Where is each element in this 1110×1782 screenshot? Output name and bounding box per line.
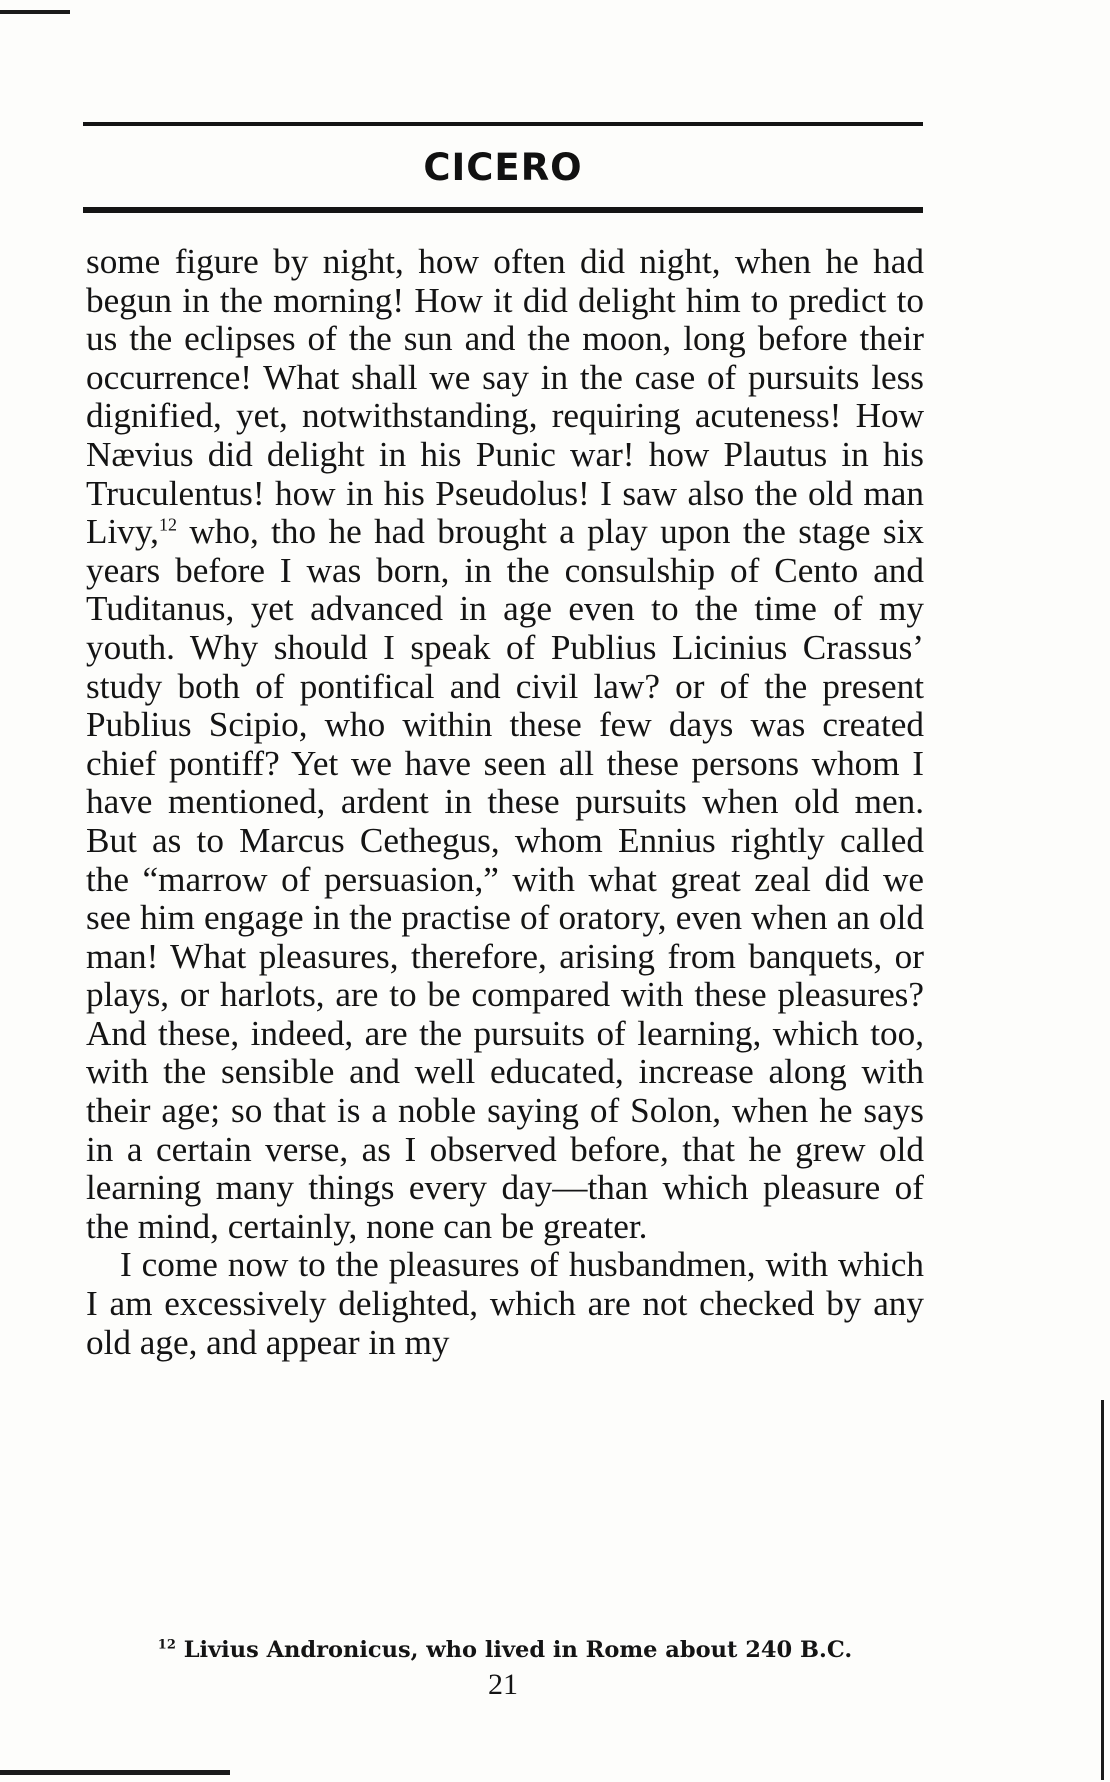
running-head: CICERO (423, 146, 583, 189)
scan-edge-mark-bottom (0, 1770, 230, 1775)
paragraph-1-text-a: some figure by night, how often did night, when he had begun in the morning! How it did delight him to predict to us the eclipses of the sun and the moon, long before their occurrence! What shall we say in the case of pursuits less dignified, yet, notwithstanding, requiring acuteness! How Nævius did delight in his Punic war! how Plautus in his Truculentus! how in his Pseudolus! I saw also the old man Livy, (86, 242, 924, 552)
paragraph-1 (86, 243, 924, 1246)
scan-edge-mark-top (0, 10, 70, 14)
header-rule-bottom (83, 207, 923, 213)
paragraph-1-text-b: who, tho he had brought a play upon the stage six years before I was born, in the consulship of Cento and Tuditanus, yet advanced in age even to the time of my youth. Why should I speak of Publius Licinius Crassus’ study both of pontifical and civil law? or of the present Publius Scipio, who within these few days was created chief pontiff? Yet we have seen all these persons whom I have mentioned, ardent in these pursuits when old men. But as to Marcus Cethegus, whom Ennius rightly called the “marrow of persuasion,” with what great zeal did we see him engage in the practise of oratory, even when an old man! What pleasures, therefore, arising from banquets, or plays, or harlots, are to be compared with these pleasures? And these, indeed, are the pursuits of learning, which too, with the sensible and well educated, increase along with their age; so that is a noble saying of Solon, when he says in a certain verse, as I observed before, that he grew old learning many things every day—than which pleasure of the mind, certainly, none can be greater. (86, 512, 924, 1246)
paragraph-2: I come now to the pleasures of husbandmen, with which I am excessively delighted, which are not checked by any old age, and appear in my (86, 1245, 924, 1362)
header-rule-top (83, 122, 923, 126)
scan-edge-mark-right (1101, 1400, 1104, 1780)
footnote-marker: 12 (157, 1637, 176, 1653)
body-text (86, 243, 924, 1362)
footnote-text: Livius Andronicus, who lived in Rome about 240 B.C. (183, 1637, 853, 1663)
footnote (86, 1637, 924, 1663)
footnote-reference: 12 (158, 514, 177, 535)
page-number: 21 (488, 1668, 518, 1701)
